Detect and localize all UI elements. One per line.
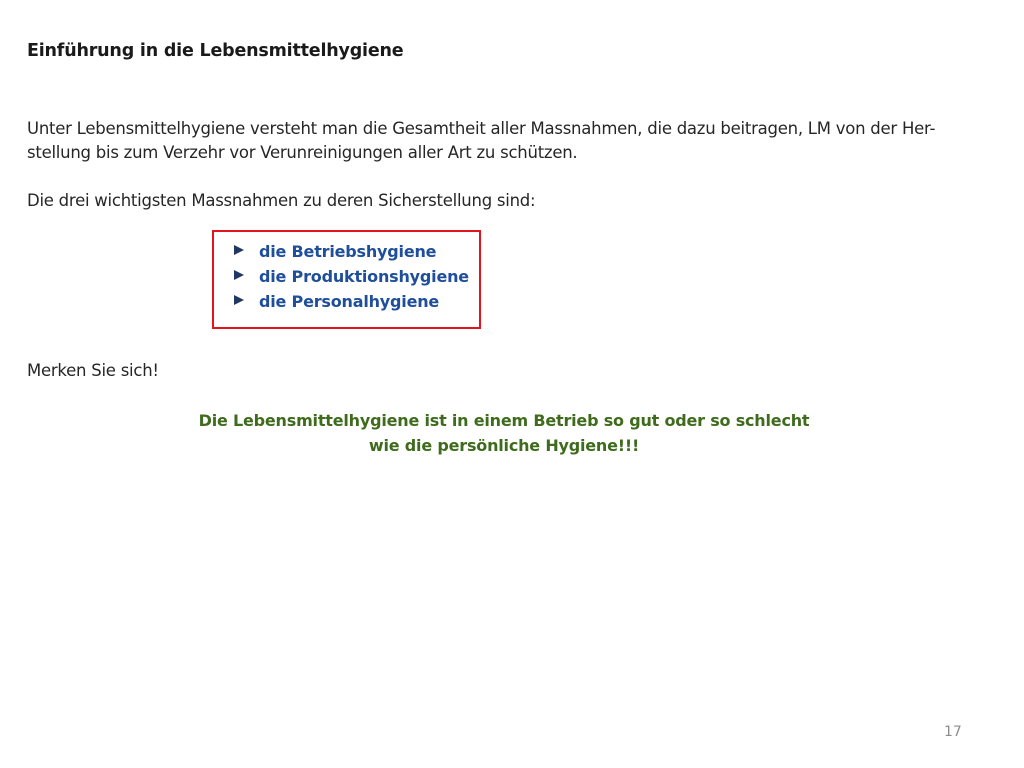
measure-label: die Personalhygiene — [259, 292, 440, 311]
measures-list — [234, 239, 469, 314]
remember-heading: Merken Sie sich! — [27, 361, 159, 380]
highlight-line: Die Lebensmittelhygiene ist in einem Betrieb so gut oder so schlecht — [198, 411, 810, 430]
page-number: 17 — [944, 724, 962, 740]
list-item — [234, 264, 469, 289]
triangle-bullet-icon — [234, 270, 244, 280]
intro-paragraph — [27, 117, 967, 165]
highlight-line: wie die persönliche Hygiene!!! — [368, 436, 640, 455]
triangle-bullet-icon — [234, 245, 244, 255]
intro-line: stellung bis zum Verzehr vor Verunreinigungen aller Art zu schützen. — [27, 143, 578, 162]
slide-title: Einführung in die Lebensmittelhygiene — [27, 41, 404, 61]
list-item — [234, 289, 469, 314]
measure-label: die Betriebshygiene — [259, 242, 437, 261]
list-item — [234, 239, 469, 264]
measures-box — [212, 230, 481, 329]
measures-lead-text: Die drei wichtigsten Massnahmen zu deren Sicherstellung sind: — [27, 191, 536, 210]
measure-label: die Produktionshygiene — [259, 267, 469, 286]
highlight-statement — [0, 408, 1008, 458]
intro-line: Unter Lebensmittelhygiene versteht man die Gesamtheit aller Massnahmen, die dazu beitragen, LM von der Her- — [27, 119, 936, 138]
triangle-bullet-icon — [234, 295, 244, 305]
